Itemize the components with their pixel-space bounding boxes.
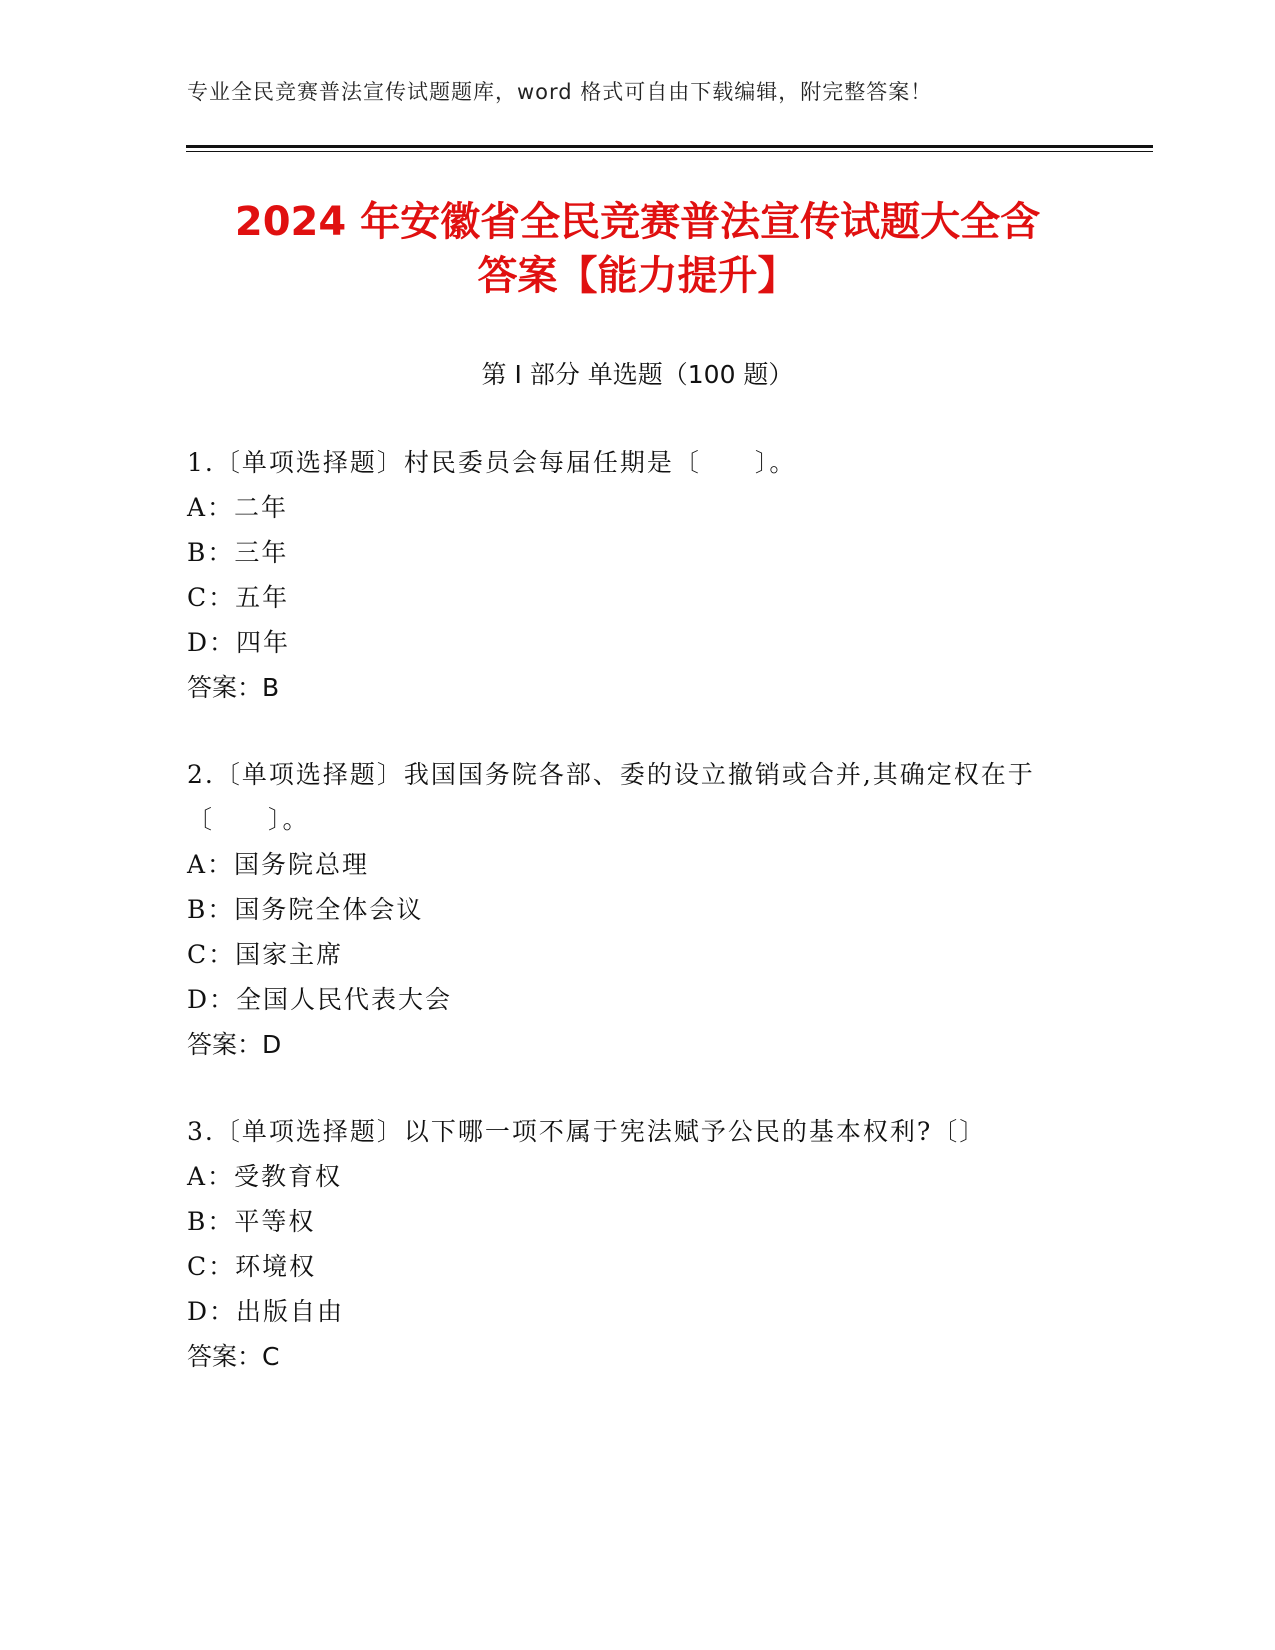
answer: 答案：B	[187, 673, 280, 702]
header-rule-thin	[186, 151, 1153, 152]
option-c: C：五年	[187, 583, 290, 612]
document-title	[150, 195, 1125, 303]
header-rule-thick	[186, 145, 1153, 148]
option-c: C：环境权	[187, 1252, 317, 1281]
question-stem: 3.〔单项选择题〕以下哪一项不属于宪法赋予公民的基本权利?〔〕	[187, 1117, 987, 1146]
document-title-line-2: 答案【能力提升】	[477, 253, 798, 299]
option-a: A：国务院总理	[187, 850, 370, 879]
question-stem: 1.〔单项选择题〕村民委员会每届任期是〔 〕。	[187, 448, 797, 477]
option-a: A：二年	[187, 493, 289, 522]
question-2	[187, 752, 1087, 1067]
question-list	[187, 440, 1087, 1421]
answer: 答案：C	[187, 1342, 280, 1371]
section-heading: 第 I 部分 单选题（100 题）	[481, 360, 794, 389]
document-title-line-1: 2024 年安徽省全民竞赛普法宣传试题大全含	[234, 199, 1041, 245]
question-1	[187, 440, 1087, 710]
option-a: A：受教育权	[187, 1162, 343, 1191]
option-b: B：三年	[187, 538, 289, 567]
question-stem: 2.〔单项选择题〕我国国务院各部、委的设立撤销或合并,其确定权在于〔 〕。	[187, 760, 1035, 834]
answer: 答案：D	[187, 1030, 282, 1059]
option-b: B：国务院全体会议	[187, 895, 424, 924]
option-b: B：平等权	[187, 1207, 316, 1236]
option-d: D：出版自由	[187, 1297, 345, 1326]
option-d: D：全国人民代表大会	[187, 985, 453, 1014]
question-3	[187, 1109, 1087, 1379]
header-note: 专业全民竞赛普法宣传试题题库，word 格式可自由下载编辑，附完整答案！	[187, 80, 933, 104]
option-c: C：国家主席	[187, 940, 344, 969]
option-d: D：四年	[187, 628, 291, 657]
